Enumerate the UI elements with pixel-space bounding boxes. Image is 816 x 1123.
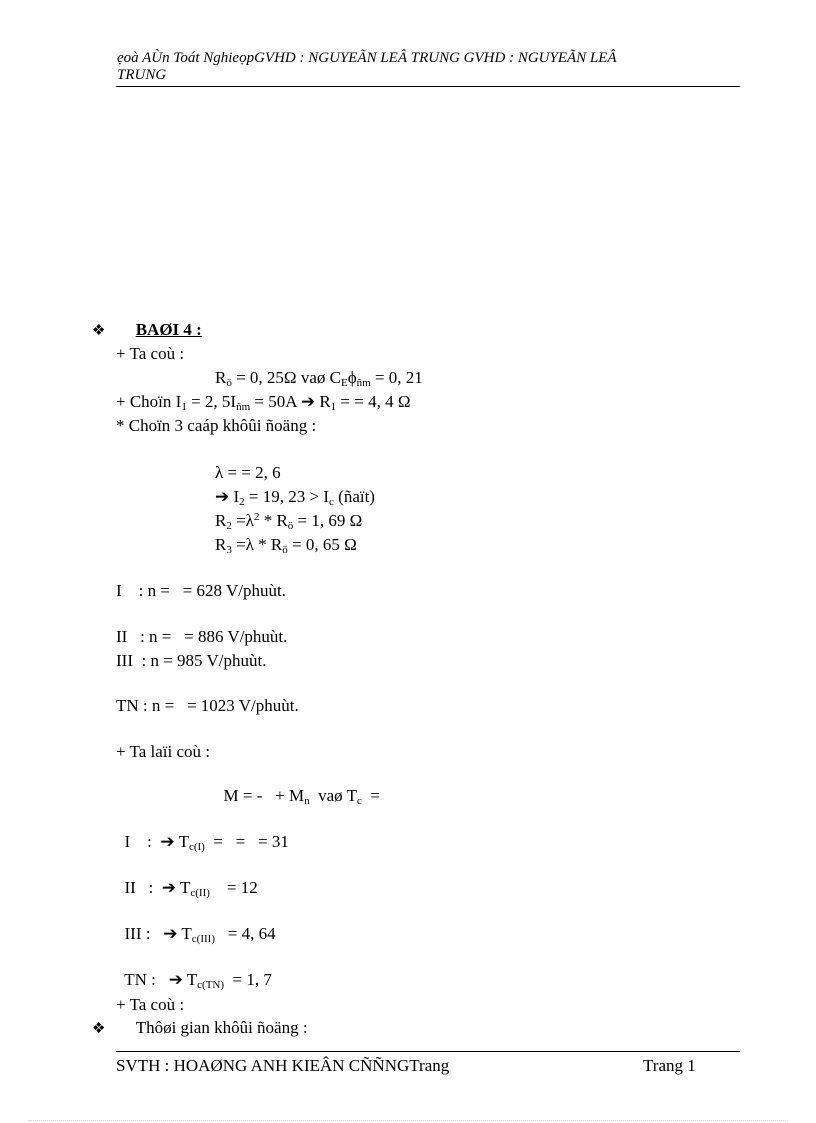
footer-left: SVTH : HOAØNG ANH KIEÂN CÑÑNGTrang bbox=[116, 1056, 450, 1075]
r2-line: $R_2 =\lambda^2 * R_ö = 1$, 69 Ω bbox=[215, 511, 363, 532]
given-label: + Ta coù : bbox=[116, 344, 185, 363]
tc-line-3: III : ➔ $T_{c(III)} = 4$, 64 bbox=[124, 924, 276, 945]
page-header bbox=[117, 50, 737, 84]
arrow-right-icon: ➔ bbox=[300, 392, 316, 411]
speed-line-1: I : n = = 628 V/phuùt. bbox=[116, 581, 286, 600]
footer-page-number: Trang 1 bbox=[643, 1056, 696, 1075]
speed-line-3: III : n = 985 V/phuùt. bbox=[116, 651, 267, 670]
lambda-line: λ = = 2, 6 bbox=[215, 463, 281, 482]
arrow-right-icon: ➔ bbox=[168, 970, 183, 989]
tc-line-tn: TN : ➔ $T_{c(TN)} = 1$, 7 bbox=[124, 970, 272, 991]
arrow-right-icon: ➔ bbox=[161, 878, 177, 897]
header-line-2: TRUNG bbox=[117, 67, 167, 83]
arrow-right-icon: ➔ bbox=[160, 832, 175, 851]
start-time-heading bbox=[92, 1018, 308, 1039]
r3-line: $R_3 =\lambda * R_ö = 0$, 65 Ω bbox=[215, 535, 357, 556]
also-have-label: + Ta laïi coù : bbox=[116, 742, 211, 761]
diamond-bullet-icon: ❖ bbox=[92, 323, 106, 339]
tc-line-2: II : ➔ $T_{c(II)}$ = 12 bbox=[124, 878, 258, 899]
torque-formula: M = - + $M_n$ vaø $T_c$ = bbox=[223, 786, 380, 807]
given-values: $R_ö = 0$, 25Ω vaø $C_E\phi_{ñm} = 0$, 21 bbox=[215, 368, 423, 389]
page-edge-divider bbox=[28, 1120, 788, 1121]
have-label: + Ta coù : bbox=[116, 995, 185, 1014]
footer-rule bbox=[116, 1051, 740, 1052]
choose-steps-line: * Choïn 3 caáp khôûi ñoäng : bbox=[116, 416, 317, 435]
diamond-bullet-icon: ❖ bbox=[92, 1021, 106, 1037]
header-rule bbox=[116, 86, 740, 87]
section-title: BAØI 4 : bbox=[135, 320, 202, 339]
i2-line: ➔ $I_2 = 19$, $23 > I_c$ (ñaït) bbox=[215, 487, 375, 508]
section-heading bbox=[92, 320, 202, 341]
arrow-right-icon: ➔ bbox=[215, 487, 230, 506]
speed-line-2: II : n = = 886 V/phuùt. bbox=[116, 627, 288, 646]
header-line-1: ẹoà AÙn Toát NghieọpGVHD : NGUYEÃN LEÂ TRUNG GVHD : NGUYEÃN LEÂ bbox=[117, 50, 617, 66]
speed-line-tn: TN : n = = 1023 V/phuùt. bbox=[116, 696, 299, 715]
start-time-label: Thôøi gian khôûi ñoäng : bbox=[135, 1018, 308, 1037]
tc-line-1: I : ➔ $T_{c(I)}$ = = = 31 bbox=[124, 832, 289, 853]
arrow-right-icon: ➔ bbox=[163, 924, 178, 943]
choose-current-line: + Choïn $I_1 = 2$, $5I_{ñm} = 50A$ ➔ $R_1$ = = 4, 4 Ω bbox=[116, 392, 411, 413]
